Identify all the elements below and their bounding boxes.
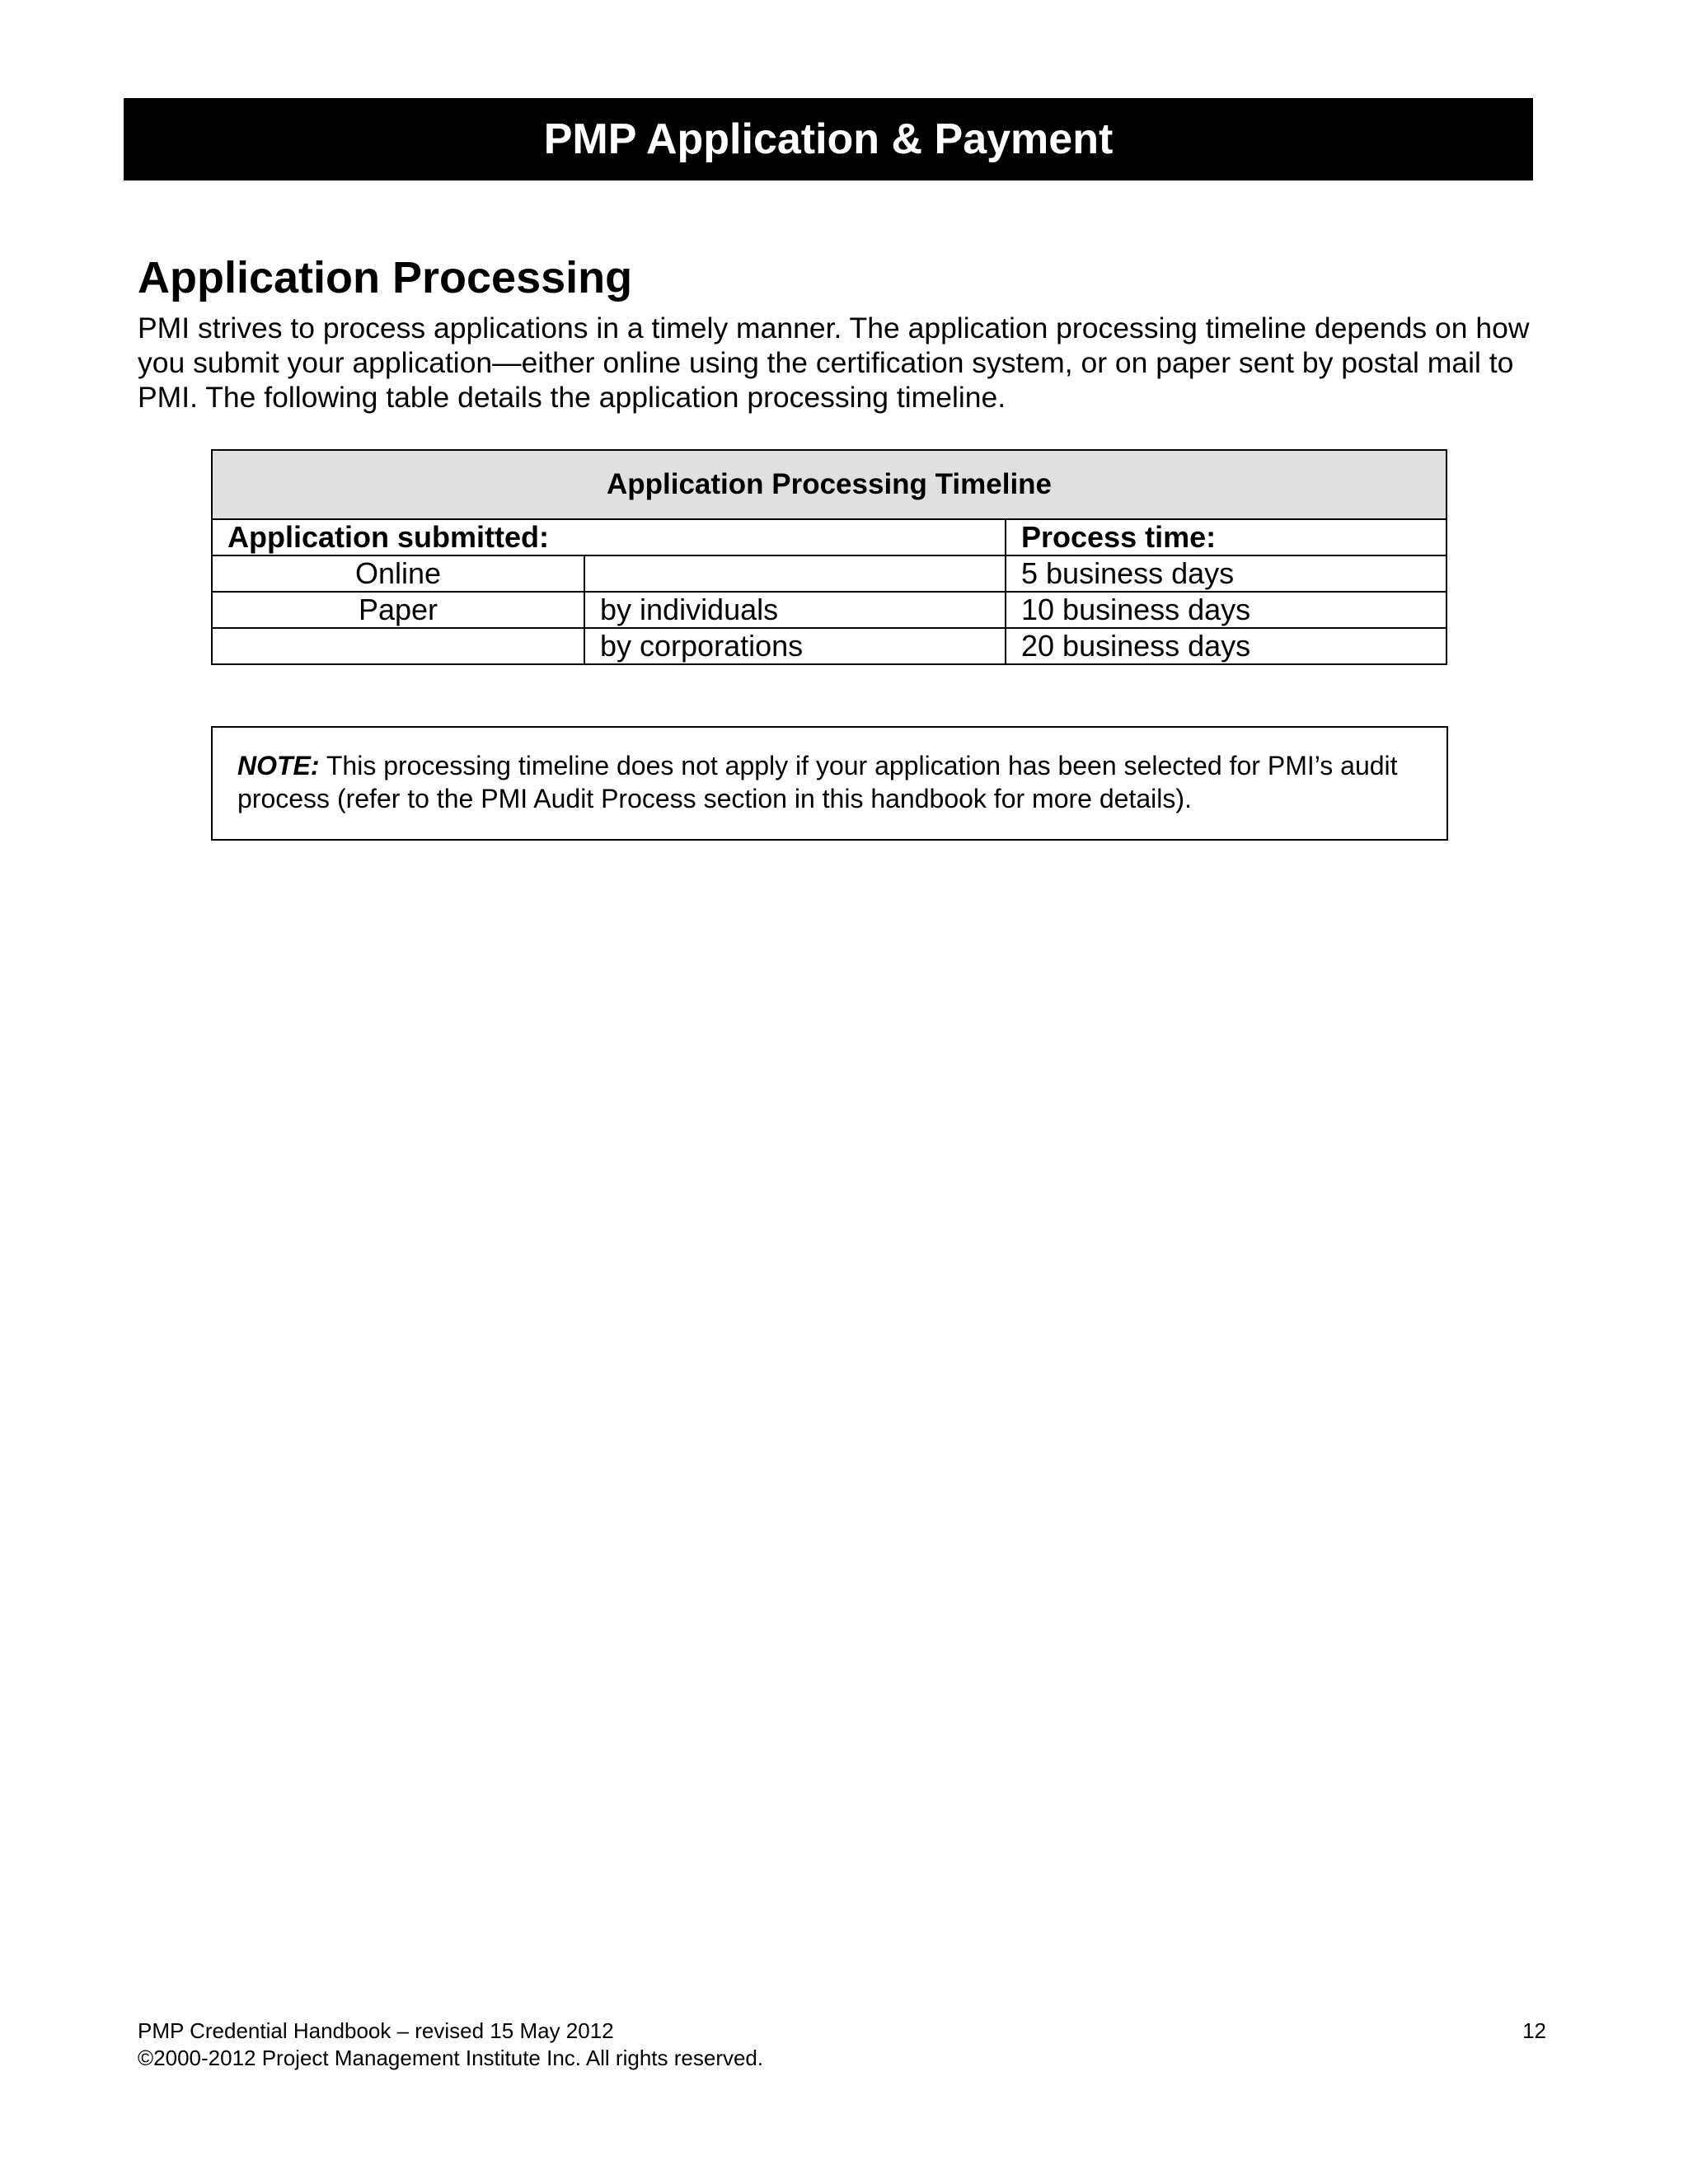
processing-timeline-table — [211, 449, 1447, 665]
table-row — [212, 555, 1447, 592]
page-header-title: PMP Application & Payment — [543, 115, 1114, 163]
column-header-blank — [584, 519, 1006, 555]
cell-submitter: by individuals — [584, 592, 1006, 628]
column-header-submitted: Application submitted: — [212, 519, 584, 555]
note-text: This processing timeline does not apply if your application has been selected for PMI’s audit process (refer to the PMI Audit Process section in this handbook for more details). — [237, 751, 1398, 813]
table-row — [212, 592, 1447, 628]
table-row — [212, 628, 1447, 664]
cell-method — [212, 628, 584, 664]
note-box — [211, 726, 1448, 841]
page-number: 12 — [1522, 2018, 1546, 2043]
footer-handbook-revision: PMP Credential Handbook – revised 15 May 2012 — [138, 2018, 614, 2043]
table-caption: Application Processing Timeline — [212, 450, 1447, 519]
intro-paragraph: PMI strives to process applications in a timely manner. The application processing timeline depends on how you submit your application—either online using the certification system, or on paper sent by postal mail to PMI. The following table details the application processing timeline. — [138, 312, 1530, 414]
cell-method: Online — [212, 555, 584, 592]
page-header-bar — [124, 98, 1533, 180]
section-title: Application Processing — [138, 253, 633, 302]
table-header-row — [212, 519, 1447, 555]
table-caption-row — [212, 450, 1447, 519]
column-header-process-time: Process time: — [1006, 519, 1447, 555]
cell-process-time: 10 business days — [1006, 592, 1447, 628]
footer-left — [138, 2018, 763, 2072]
cell-submitter: by corporations — [584, 628, 1006, 664]
footer-copyright: ©2000-2012 Project Management Institute Inc. All rights reserved. — [138, 2046, 764, 2070]
cell-submitter — [584, 555, 1006, 592]
note-label: NOTE: — [237, 751, 320, 780]
cell-process-time: 5 business days — [1006, 555, 1447, 592]
cell-method: Paper — [212, 592, 584, 628]
cell-process-time: 20 business days — [1006, 628, 1447, 664]
